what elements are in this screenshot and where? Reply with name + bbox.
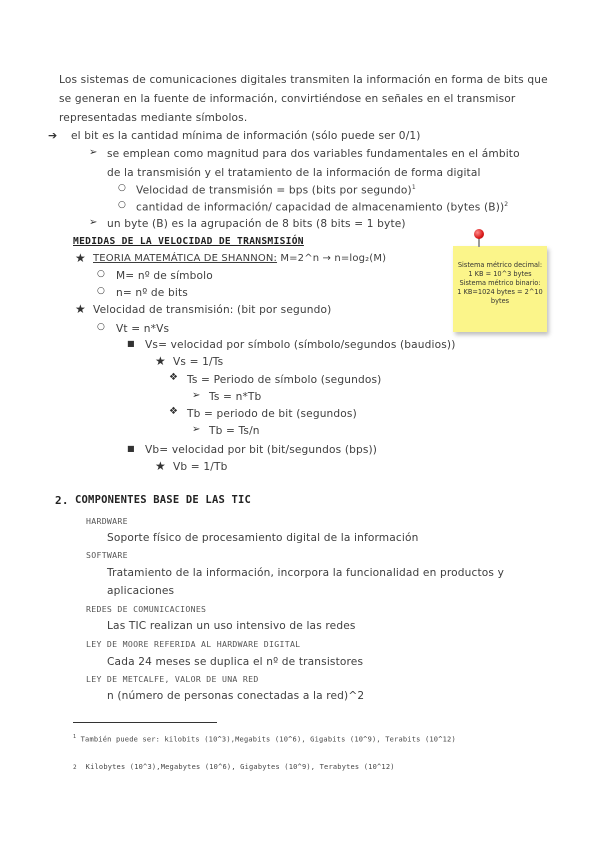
bit-definition: el bit es la cantidad mínima de información (sólo puede ser 0/1) (71, 130, 421, 142)
arrowhead-bullet-icon: ➢ (89, 147, 98, 158)
magnitude-line-1: se emplean como magnitud para dos variables fundamentales en el ámbito (107, 148, 520, 160)
circle-bullet-icon: ○ (97, 286, 105, 296)
velocity-heading: Velocidad de transmisión: (bit por segundo) (93, 304, 332, 316)
footnote-2: 2 Kilobytes (10^3),Megabytes (10^6), Gigabytes (10^9), Terabytes (10^12) (73, 763, 395, 771)
star-bullet-icon: ★ (75, 251, 86, 265)
circle-bullet-icon: ○ (118, 200, 126, 210)
ts-formula: Ts = n*Tb (209, 391, 262, 403)
shannon-label: TEORIA MATEMÁTICA DE SHANNON: (93, 253, 278, 264)
moore-label: LEY DE MOORE REFERIDA AL HARDWARE DIGITAL (86, 639, 301, 649)
sticky-note-line-3: Sistema métrico binario: (459, 279, 541, 287)
sticky-note-line-5: bytes (490, 297, 510, 305)
tb-formula: Tb = Ts/n (209, 425, 260, 437)
vt-formula: Vt = n*Vs (116, 323, 170, 335)
square-bullet-icon: ■ (127, 339, 135, 348)
intro-line-3: representadas mediante símbolos. (59, 112, 248, 124)
vs-definition: Vs= velocidad por símbolo (símbolo/segundos (baudios)) (145, 339, 456, 351)
shannon-line (93, 253, 386, 264)
diamond-bullet-icon: ❖ (169, 406, 178, 417)
intro-line-1: Los sistemas de comunicaciones digitales transmiten la información en forma de bits que (59, 74, 548, 86)
redes-text: Las TIC realizan un uso intensivo de las redes (107, 620, 356, 632)
pushpin-icon (474, 229, 484, 239)
shannon-formula: M=2^n → n=log₂(M) (280, 253, 387, 264)
metcalfe-label: LEY DE METCALFE, VALOR DE UNA RED (86, 674, 259, 684)
star-bullet-icon: ★ (155, 354, 166, 368)
diamond-bullet-icon: ❖ (169, 372, 178, 383)
sticky-note-line-4: 1 KB=1024 bytes = 2^10 (457, 288, 543, 296)
arrowhead-bullet-icon: ➢ (89, 217, 98, 228)
hardware-text: Soporte físico de procesamiento digital de la información (107, 532, 419, 544)
vs-formula: Vs = 1/Ts (173, 356, 224, 368)
section-title: COMPONENTES BASE DE LAS TIC (75, 494, 252, 506)
magnitude-line-2: de la transmisión y el tratamiento de la información de forma digital (107, 167, 481, 179)
star-bullet-icon: ★ (155, 459, 166, 473)
arrow-bullet-icon: ➔ (48, 129, 58, 142)
circle-bullet-icon: ○ (97, 269, 105, 279)
medidas-heading: MEDIDAS DE LA VELOCIDAD DE TRANSMISIÓN (73, 236, 304, 247)
software-label: SOFTWARE (86, 550, 128, 560)
n-definition: n= nº de bits (116, 287, 188, 299)
square-bullet-icon: ■ (127, 444, 135, 453)
circle-bullet-icon: ○ (118, 183, 126, 193)
redes-label: REDES DE COMUNICACIONES (86, 604, 207, 614)
footnote-ref-1[interactable]: 1 (411, 184, 416, 191)
footnote-1: $^1$ También puede ser: kilobits (10^3),Megabits (10^6), Gigabits (10^9), Terabits (10^12) (73, 734, 456, 744)
speed-item: Velocidad de transmisión = bps (bits por segundo)$^1$ (136, 184, 416, 197)
vb-formula: Vb = 1/Tb (173, 461, 228, 473)
ts-definition: Ts = Periodo de símbolo (segundos) (187, 374, 382, 386)
circle-bullet-icon: ○ (97, 322, 105, 332)
footnote-ref-2[interactable]: 2 (504, 201, 509, 208)
vb-definition: Vb= velocidad por bit (bit/segundos (bps)) (145, 444, 378, 456)
byte-definition: un byte (B) es la agrupación de 8 bits (8 bits = 1 byte) (107, 218, 406, 230)
sticky-note-line-2: 1 KB = 10^3 bytes (468, 270, 532, 278)
m-definition: M= nº de símbolo (116, 270, 213, 282)
moore-text: Cada 24 meses se duplica el nº de transistores (107, 656, 364, 668)
hardware-label: HARDWARE (86, 516, 128, 526)
sticky-note-line-1: Sistema métrico decimal: (457, 261, 543, 269)
metcalfe-text: n (número de personas conectadas a la red)^2 (107, 690, 365, 702)
software-text-2: aplicaciones (107, 585, 175, 597)
footnote-separator (73, 722, 217, 723)
intro-line-2: se generan en la fuente de información, convirtiéndose en señales en el transmisor (59, 93, 516, 105)
sticky-note (453, 246, 547, 332)
section-number: 2. (55, 494, 69, 507)
star-bullet-icon: ★ (75, 302, 86, 316)
software-text-1: Tratamiento de la información, incorpora la funcionalidad en productos y (107, 567, 504, 579)
arrowhead-bullet-icon: ➢ (192, 390, 201, 401)
arrowhead-bullet-icon: ➢ (192, 424, 201, 435)
tb-definition: Tb = periodo de bit (segundos) (187, 408, 357, 420)
capacity-item: cantidad de información/ capacidad de almacenamiento (bytes (B))$^2$ (136, 201, 509, 214)
